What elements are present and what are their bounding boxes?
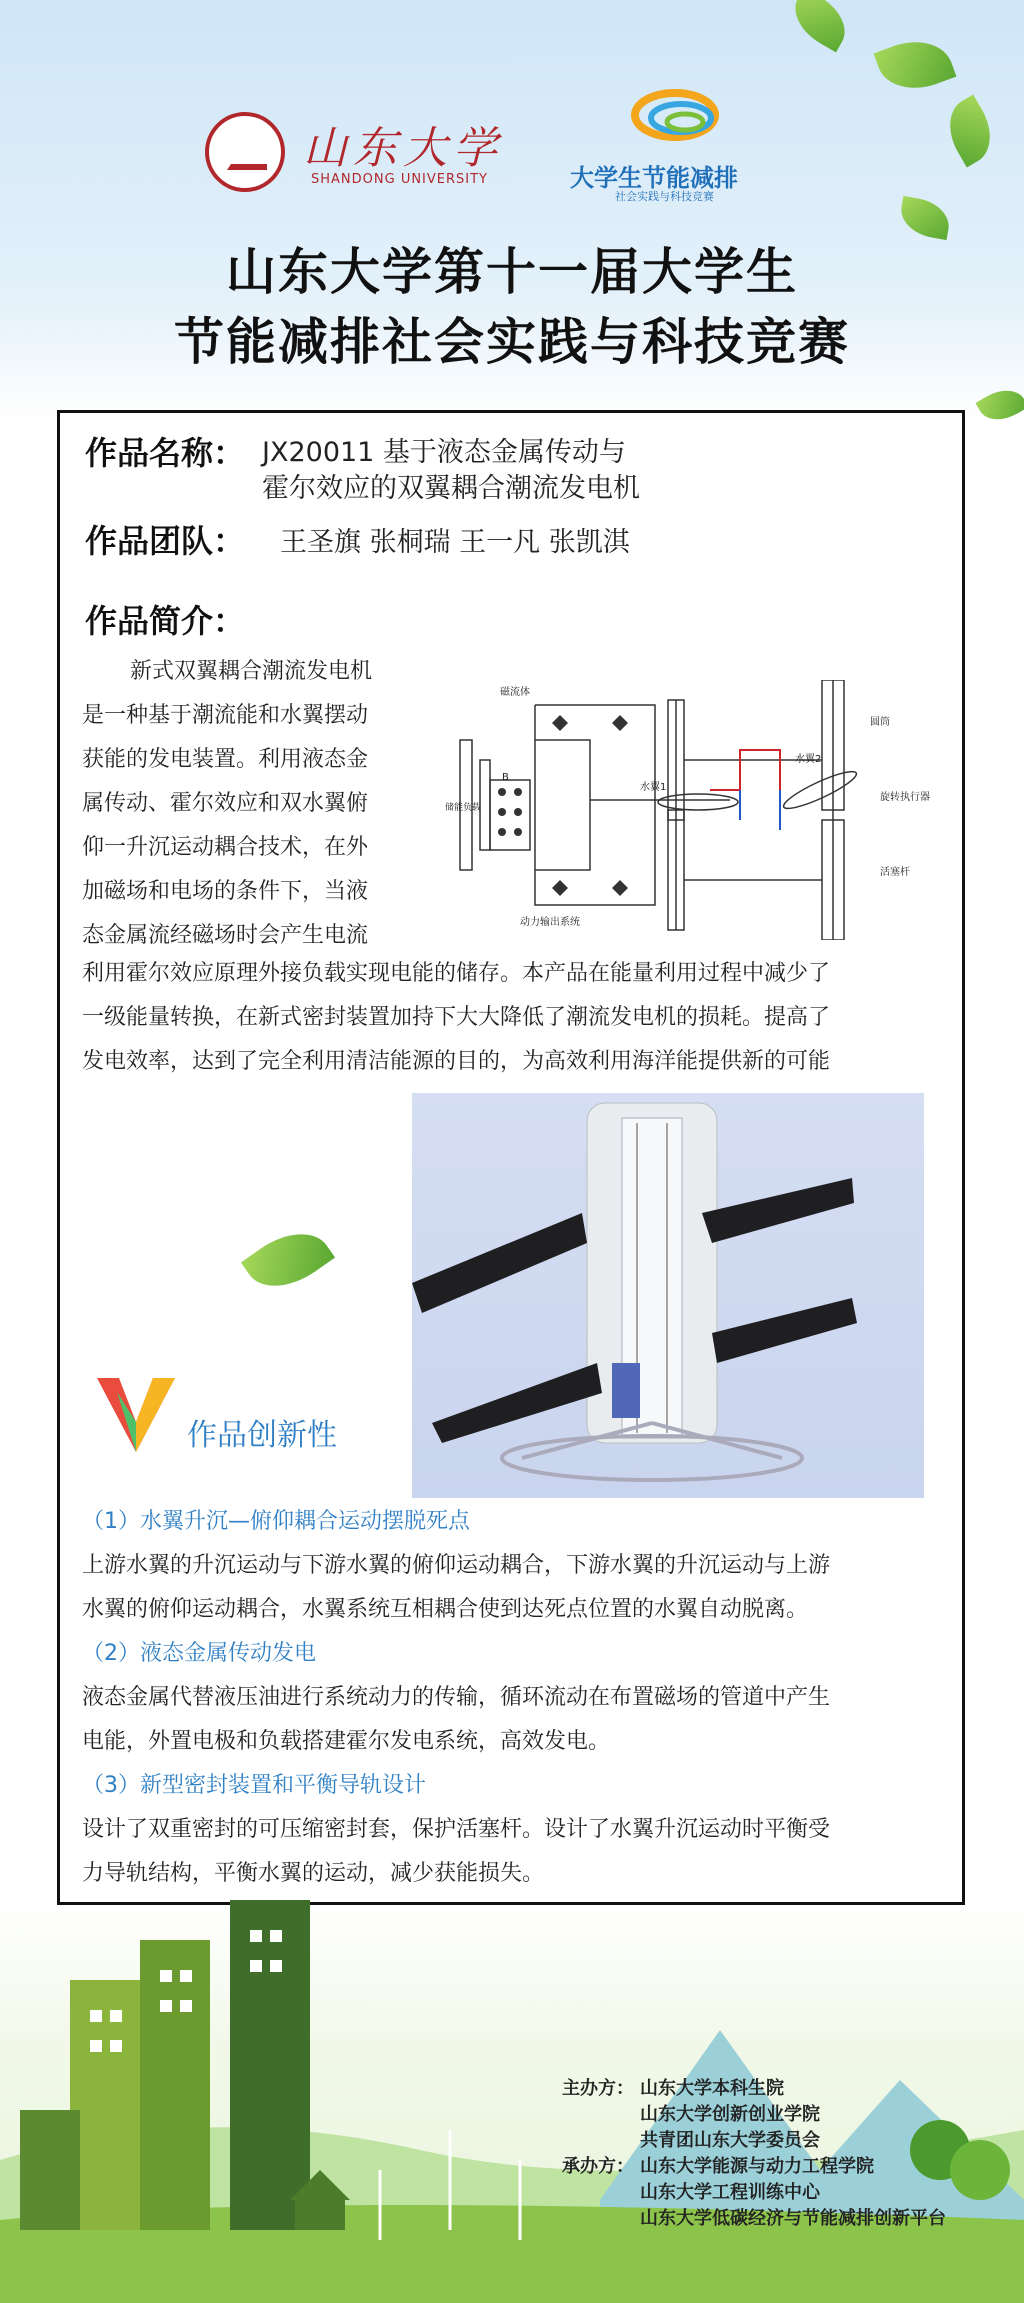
label-piston: 活塞杆 <box>880 867 910 878</box>
label-power-out: 动力输出系统 <box>520 917 580 928</box>
innovation-item-title: （2）液态金属传动发电 <box>82 1641 316 1666</box>
work-name-label: 作品名称： <box>85 434 246 472</box>
innovation-item-line: 水翼的俯仰运动耦合，水翼系统互相耦合使到达死点位置的水翼自动脱离。 <box>82 1597 809 1622</box>
undertaker-org: 山东大学低碳经济与节能减排创新平台 <box>640 2208 946 2229</box>
work-name-line2: 霍尔效应的双翼耦合潮流发电机 <box>262 473 640 504</box>
innovation-item-line: 上游水翼的升沉运动与下游水翼的俯仰运动耦合，下游水翼的升沉运动与上游 <box>82 1553 831 1578</box>
leaf-decoration <box>937 95 1003 168</box>
host-org: 山东大学本科生院 <box>640 2078 784 2099</box>
sdu-logo-text: 山东大学 <box>303 123 503 174</box>
label-b: B <box>502 772 509 783</box>
label-cylinder: 圆筒 <box>870 717 890 728</box>
intro-full-line: 利用霍尔效应原理外接负载实现电能的储存。本产品在能量利用过程中减少了 <box>82 961 831 986</box>
innovation-heading: 作品创新性 <box>187 1418 337 1453</box>
generator-schematic-diagram <box>440 680 960 940</box>
intro-full-line: 一级能量转换，在新式密封装置加持下大大降低了潮流发电机的损耗。提高了 <box>82 1005 831 1030</box>
innovation-section <box>82 1500 952 1896</box>
competition-logo-text: 大学生节能减排 <box>570 164 738 192</box>
innovation-item-title: （3）新型密封装置和平衡导轨设计 <box>82 1773 426 1798</box>
sdu-logo <box>205 112 505 192</box>
competition-swirl-icon <box>625 80 725 150</box>
organizers-block <box>562 2074 1012 2230</box>
intro-line: 获能的发电装置。利用液态金 <box>82 747 369 772</box>
label-hydrofoil1: 水翼1 <box>640 782 667 793</box>
intro-full-line: 发电效率，达到了完全利用清洁能源的目的，为高效利用海洋能提供新的可能 <box>82 1049 831 1074</box>
label-magfluid: 磁流体 <box>500 687 530 698</box>
host-label: 主办方： <box>562 2078 634 2099</box>
host-org: 山东大学创新创业学院 <box>640 2104 820 2125</box>
intro-narrow-text <box>82 650 422 958</box>
leaf-decoration <box>874 30 957 101</box>
innovation-item-title: （1）水翼升沉—俯仰耦合运动摆脱死点 <box>82 1509 470 1534</box>
intro-label: 作品简介： <box>85 602 246 640</box>
team-members: 王圣旗 张桐瑞 王一凡 张凯淇 <box>280 527 630 558</box>
intro-line: 态金属流经磁场时会产生电流 <box>82 923 369 948</box>
competition-logo-sub: 社会实践与科技竞赛 <box>615 190 714 203</box>
label-rotary: 旋转执行器 <box>880 792 930 803</box>
undertaker-org: 山东大学能源与动力工程学院 <box>640 2156 874 2177</box>
intro-line: 仰一升沉运动耦合技术，在外 <box>82 835 369 860</box>
leaf-decoration <box>784 0 856 52</box>
label-storage-load: 储能负载 <box>445 803 482 813</box>
competition-logo <box>565 80 775 203</box>
label-hydrofoil2: 水翼2 <box>795 754 822 765</box>
intro-line: 属传动、霍尔效应和双水翼俯 <box>82 791 369 816</box>
undertaker-org: 山东大学工程训练中心 <box>640 2182 820 2203</box>
render-shape <box>412 1093 924 1498</box>
intro-full-text <box>82 952 952 1084</box>
undertaker-label: 承办方： <box>562 2156 634 2177</box>
leaf-decoration <box>975 381 1024 429</box>
innovation-item-line: 电能，外置电极和负载搭建霍尔发电系统，高效发电。 <box>82 1729 611 1754</box>
innovation-item-line: 力导轨结构，平衡水翼的运动，减少获能损失。 <box>82 1861 545 1886</box>
team-label: 作品团队： <box>85 522 246 560</box>
generator-render-image <box>412 1093 924 1498</box>
host-org: 共青团山东大学委员会 <box>640 2130 820 2151</box>
intro-line: 是一种基于潮流能和水翼摆动 <box>82 703 369 728</box>
sdu-logo-en: SHANDONG UNIVERSITY <box>311 172 488 187</box>
sdu-emblem-icon <box>205 112 285 192</box>
page-title-line2: 节能减排社会实践与科技竞赛 <box>174 313 850 371</box>
page-title-line1: 山东大学第十一届大学生 <box>226 243 798 301</box>
intro-line: 加磁场和电场的条件下，当液 <box>82 879 369 904</box>
work-name-line1: JX20011 基于液态金属传动与 <box>262 437 626 468</box>
innovation-item-line: 设计了双重密封的可压缩密封套，保护活塞杆。设计了水翼升沉运动时平衡受 <box>82 1817 831 1842</box>
intro-line: 新式双翼耦合潮流发电机 <box>130 659 373 684</box>
innovation-item-line: 液态金属代替液压油进行系统动力的传输，循环流动在布置磁场的管道中产生 <box>82 1685 831 1710</box>
v-logo-icon <box>97 1378 175 1452</box>
